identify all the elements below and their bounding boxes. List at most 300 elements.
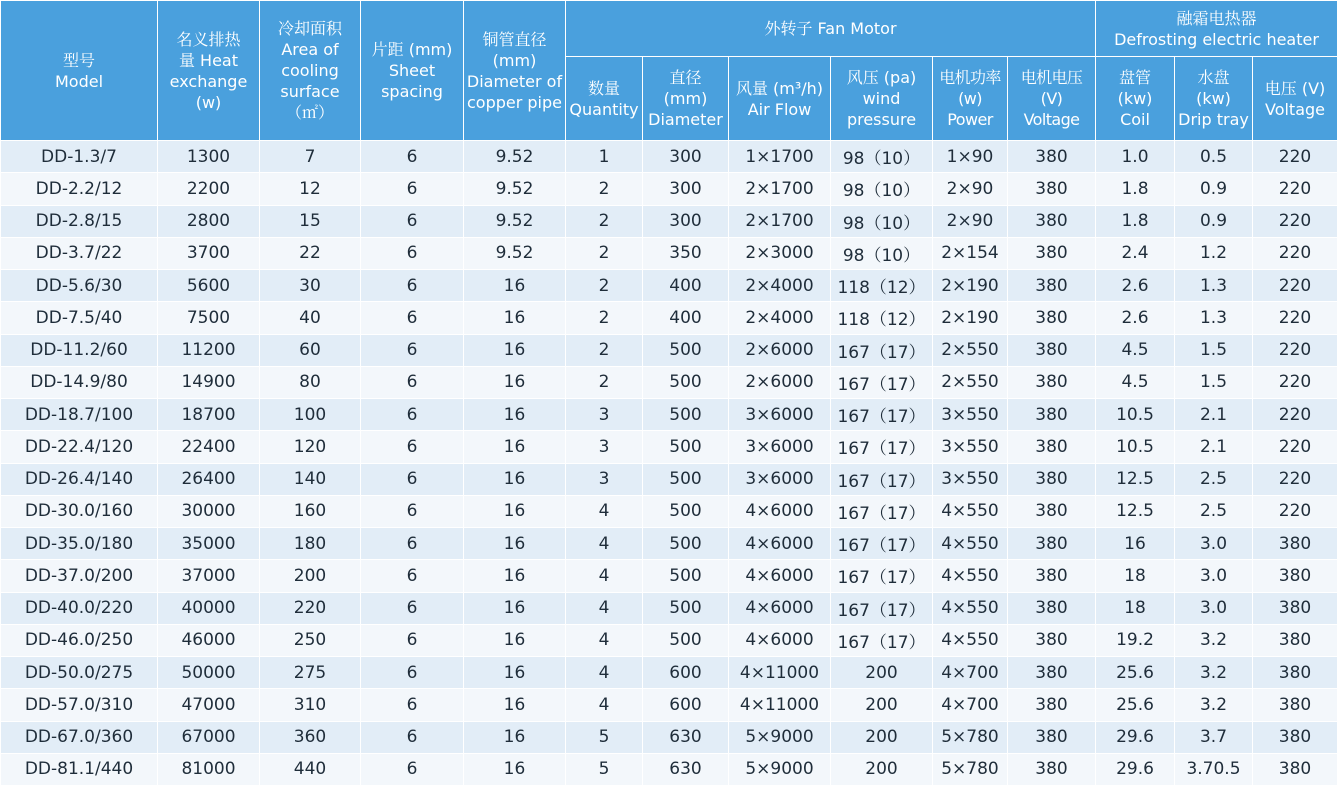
cell-heat-exchange: 2800: [158, 205, 260, 237]
cell-sheet-spacing: 6: [361, 495, 464, 527]
cell-sheet-spacing: 6: [361, 237, 464, 269]
cell-defrost-coil: 10.5: [1096, 399, 1175, 431]
cell-fan-airflow: 3×6000: [729, 431, 831, 463]
cell-fan-quantity: 4: [566, 689, 643, 721]
cell-fan-voltage: 380: [1008, 528, 1096, 560]
cell-fan-quantity: 1: [566, 141, 643, 173]
cell-defrost-coil: 18: [1096, 560, 1175, 592]
cell-defrost-drip-tray: 2.5: [1175, 495, 1253, 527]
cell-fan-quantity: 2: [566, 205, 643, 237]
cell-fan-diameter: 500: [643, 366, 729, 398]
cell-defrost-drip-tray: 0.9: [1175, 205, 1253, 237]
cell-defrost-drip-tray: 1.2: [1175, 237, 1253, 269]
cell-model: DD-11.2/60: [1, 334, 158, 366]
cell-cooling-area: 22: [260, 237, 361, 269]
cell-heat-exchange: 81000: [158, 753, 260, 785]
cell-fan-pressure: 167（17）: [831, 334, 933, 366]
cell-fan-power: 3×550: [933, 463, 1008, 495]
table-row: [1, 431, 1337, 463]
cell-cooling-area: 440: [260, 753, 361, 785]
cell-defrost-drip-tray: 2.1: [1175, 399, 1253, 431]
table-row: [1, 721, 1337, 753]
table-row: [1, 237, 1337, 269]
cell-sheet-spacing: 6: [361, 463, 464, 495]
cell-fan-pressure: 167（17）: [831, 431, 933, 463]
cell-model: DD-18.7/100: [1, 399, 158, 431]
cell-model: DD-2.8/15: [1, 205, 158, 237]
cell-sheet-spacing: 6: [361, 431, 464, 463]
cell-fan-voltage: 380: [1008, 141, 1096, 173]
table-row: [1, 689, 1337, 721]
table-row: [1, 302, 1337, 334]
cell-fan-voltage: 380: [1008, 205, 1096, 237]
cell-defrost-drip-tray: 3.2: [1175, 624, 1253, 656]
cell-defrost-drip-tray: 1.3: [1175, 270, 1253, 302]
table-row: [1, 463, 1337, 495]
cell-fan-pressure: 167（17）: [831, 592, 933, 624]
cell-fan-power: 2×90: [933, 205, 1008, 237]
cell-cooling-area: 250: [260, 624, 361, 656]
cell-fan-quantity: 5: [566, 721, 643, 753]
header-defrost-coil: 盘管 (kw) Coil: [1096, 57, 1175, 141]
cell-fan-power: 2×550: [933, 366, 1008, 398]
cell-defrost-coil: 25.6: [1096, 689, 1175, 721]
cell-sheet-spacing: 6: [361, 270, 464, 302]
cell-fan-voltage: 380: [1008, 366, 1096, 398]
cell-fan-diameter: 300: [643, 205, 729, 237]
cell-defrost-drip-tray: 3.2: [1175, 657, 1253, 689]
cell-fan-pressure: 200: [831, 689, 933, 721]
cell-cooling-area: 220: [260, 592, 361, 624]
header-defrost-group: 融霜电热器 Defrosting electric heater: [1096, 1, 1337, 57]
cell-defrost-coil: 1.8: [1096, 173, 1175, 205]
cell-defrost-voltage: 380: [1253, 624, 1337, 656]
cell-model: DD-7.5/40: [1, 302, 158, 334]
cell-pipe-diameter: 16: [464, 431, 566, 463]
cell-fan-voltage: 380: [1008, 689, 1096, 721]
cell-defrost-coil: 29.6: [1096, 753, 1175, 785]
cell-fan-diameter: 500: [643, 560, 729, 592]
cell-heat-exchange: 47000: [158, 689, 260, 721]
cell-pipe-diameter: 16: [464, 528, 566, 560]
cell-sheet-spacing: 6: [361, 334, 464, 366]
header-defrost-voltage: 电压 (V) Voltage: [1253, 57, 1337, 141]
cell-fan-voltage: 380: [1008, 334, 1096, 366]
table-row: [1, 753, 1337, 785]
cell-fan-airflow: 4×6000: [729, 528, 831, 560]
cell-sheet-spacing: 6: [361, 399, 464, 431]
cell-defrost-drip-tray: 2.5: [1175, 463, 1253, 495]
cell-defrost-coil: 1.0: [1096, 141, 1175, 173]
cell-cooling-area: 275: [260, 657, 361, 689]
cell-fan-voltage: 380: [1008, 592, 1096, 624]
cell-defrost-drip-tray: 3.7: [1175, 721, 1253, 753]
cell-pipe-diameter: 16: [464, 560, 566, 592]
cell-cooling-area: 60: [260, 334, 361, 366]
cell-defrost-drip-tray: 3.0: [1175, 592, 1253, 624]
cell-defrost-voltage: 220: [1253, 237, 1337, 269]
cell-pipe-diameter: 16: [464, 753, 566, 785]
cell-heat-exchange: 46000: [158, 624, 260, 656]
cell-pipe-diameter: 16: [464, 366, 566, 398]
header-sheet-spacing: 片距 (mm) Sheet spacing: [361, 1, 464, 141]
cell-defrost-drip-tray: 1.5: [1175, 334, 1253, 366]
cell-defrost-drip-tray: 0.9: [1175, 173, 1253, 205]
cell-fan-power: 2×190: [933, 302, 1008, 334]
table-row: [1, 205, 1337, 237]
cell-sheet-spacing: 6: [361, 173, 464, 205]
cell-defrost-voltage: 220: [1253, 205, 1337, 237]
cell-defrost-drip-tray: 1.3: [1175, 302, 1253, 334]
cell-fan-pressure: 200: [831, 721, 933, 753]
cell-fan-quantity: 3: [566, 431, 643, 463]
header-cooling-area: 冷却面积 Area of cooling surface（㎡）: [260, 1, 361, 141]
cell-defrost-voltage: 380: [1253, 753, 1337, 785]
cell-fan-diameter: 600: [643, 689, 729, 721]
cell-fan-pressure: 98（10）: [831, 173, 933, 205]
cell-fan-diameter: 400: [643, 302, 729, 334]
cell-fan-airflow: 2×1700: [729, 205, 831, 237]
cell-model: DD-30.0/160: [1, 495, 158, 527]
cell-heat-exchange: 26400: [158, 463, 260, 495]
cell-fan-power: 4×550: [933, 592, 1008, 624]
cell-heat-exchange: 40000: [158, 592, 260, 624]
cell-fan-airflow: 4×6000: [729, 624, 831, 656]
table-row: [1, 560, 1337, 592]
cell-defrost-coil: 12.5: [1096, 495, 1175, 527]
cell-fan-airflow: 5×9000: [729, 721, 831, 753]
cell-sheet-spacing: 6: [361, 721, 464, 753]
cell-fan-diameter: 500: [643, 592, 729, 624]
cell-fan-voltage: 380: [1008, 753, 1096, 785]
cell-fan-voltage: 380: [1008, 399, 1096, 431]
cell-fan-airflow: 4×6000: [729, 560, 831, 592]
cell-model: DD-5.6/30: [1, 270, 158, 302]
cell-fan-airflow: 5×9000: [729, 753, 831, 785]
table-row: [1, 334, 1337, 366]
cell-fan-power: 2×154: [933, 237, 1008, 269]
header-fan-diameter: 直径 (mm) Diameter: [643, 57, 729, 141]
cell-sheet-spacing: 6: [361, 560, 464, 592]
cell-defrost-coil: 16: [1096, 528, 1175, 560]
cell-fan-voltage: 380: [1008, 302, 1096, 334]
cell-defrost-voltage: 220: [1253, 173, 1337, 205]
cell-fan-power: 4×550: [933, 624, 1008, 656]
cell-sheet-spacing: 6: [361, 689, 464, 721]
cell-fan-voltage: 380: [1008, 657, 1096, 689]
cell-fan-power: 2×190: [933, 270, 1008, 302]
cell-fan-voltage: 380: [1008, 173, 1096, 205]
cell-fan-diameter: 500: [643, 495, 729, 527]
cell-heat-exchange: 37000: [158, 560, 260, 592]
cell-cooling-area: 180: [260, 528, 361, 560]
table-row: [1, 528, 1337, 560]
cell-fan-voltage: 380: [1008, 431, 1096, 463]
cell-fan-power: 4×550: [933, 495, 1008, 527]
cell-fan-airflow: 2×3000: [729, 237, 831, 269]
cell-fan-airflow: 4×6000: [729, 495, 831, 527]
cell-model: DD-37.0/200: [1, 560, 158, 592]
cell-fan-airflow: 2×1700: [729, 173, 831, 205]
cell-fan-diameter: 350: [643, 237, 729, 269]
cell-fan-quantity: 5: [566, 753, 643, 785]
cell-fan-quantity: 4: [566, 624, 643, 656]
cell-fan-pressure: 167（17）: [831, 399, 933, 431]
table-row: [1, 366, 1337, 398]
cell-fan-power: 4×550: [933, 528, 1008, 560]
cell-fan-power: 4×700: [933, 657, 1008, 689]
cell-heat-exchange: 30000: [158, 495, 260, 527]
cell-fan-quantity: 2: [566, 237, 643, 269]
cell-fan-voltage: 380: [1008, 721, 1096, 753]
cell-fan-power: 2×550: [933, 334, 1008, 366]
cell-pipe-diameter: 16: [464, 495, 566, 527]
cell-heat-exchange: 18700: [158, 399, 260, 431]
header-heat-exchange: 名义排热 量 Heat exchange (w): [158, 1, 260, 141]
cell-fan-pressure: 167（17）: [831, 528, 933, 560]
table-row: [1, 495, 1337, 527]
header-fan-power: 电机功率 (w) Power: [933, 57, 1008, 141]
cell-pipe-diameter: 16: [464, 302, 566, 334]
cell-fan-pressure: 167（17）: [831, 366, 933, 398]
cell-model: DD-50.0/275: [1, 657, 158, 689]
cell-defrost-drip-tray: 3.70.5: [1175, 753, 1253, 785]
cell-defrost-coil: 19.2: [1096, 624, 1175, 656]
cell-defrost-voltage: 380: [1253, 560, 1337, 592]
cell-fan-voltage: 380: [1008, 495, 1096, 527]
table-row: [1, 592, 1337, 624]
cell-heat-exchange: 22400: [158, 431, 260, 463]
table-row: [1, 657, 1337, 689]
table-row: [1, 624, 1337, 656]
cell-fan-diameter: 630: [643, 721, 729, 753]
cell-model: DD-3.7/22: [1, 237, 158, 269]
cell-fan-diameter: 500: [643, 334, 729, 366]
cell-sheet-spacing: 6: [361, 205, 464, 237]
cell-cooling-area: 160: [260, 495, 361, 527]
cell-cooling-area: 140: [260, 463, 361, 495]
table-body: [1, 141, 1337, 786]
cell-sheet-spacing: 6: [361, 141, 464, 173]
cell-pipe-diameter: 16: [464, 463, 566, 495]
cell-pipe-diameter: 9.52: [464, 173, 566, 205]
cell-heat-exchange: 11200: [158, 334, 260, 366]
cell-fan-quantity: 4: [566, 495, 643, 527]
cell-fan-airflow: 4×11000: [729, 689, 831, 721]
cell-cooling-area: 15: [260, 205, 361, 237]
cell-fan-quantity: 4: [566, 560, 643, 592]
cell-fan-quantity: 2: [566, 270, 643, 302]
cell-fan-airflow: 3×6000: [729, 463, 831, 495]
cell-model: DD-14.9/80: [1, 366, 158, 398]
cell-heat-exchange: 7500: [158, 302, 260, 334]
cell-fan-pressure: 167（17）: [831, 495, 933, 527]
cell-defrost-voltage: 220: [1253, 463, 1337, 495]
table-row: [1, 173, 1337, 205]
table-row: [1, 141, 1337, 173]
cell-heat-exchange: 3700: [158, 237, 260, 269]
cell-model: DD-26.4/140: [1, 463, 158, 495]
cell-fan-voltage: 380: [1008, 624, 1096, 656]
cell-fan-pressure: 118（12）: [831, 302, 933, 334]
cell-defrost-voltage: 380: [1253, 721, 1337, 753]
cell-model: DD-57.0/310: [1, 689, 158, 721]
cell-fan-quantity: 2: [566, 302, 643, 334]
cell-fan-power: 4×550: [933, 560, 1008, 592]
cell-pipe-diameter: 16: [464, 334, 566, 366]
cell-sheet-spacing: 6: [361, 624, 464, 656]
cell-fan-pressure: 167（17）: [831, 624, 933, 656]
cell-fan-voltage: 380: [1008, 270, 1096, 302]
cell-defrost-voltage: 220: [1253, 302, 1337, 334]
cell-cooling-area: 200: [260, 560, 361, 592]
cell-fan-pressure: 98（10）: [831, 205, 933, 237]
cell-fan-power: 5×780: [933, 753, 1008, 785]
cell-fan-airflow: 2×4000: [729, 302, 831, 334]
cell-model: DD-81.1/440: [1, 753, 158, 785]
cell-cooling-area: 12: [260, 173, 361, 205]
cell-defrost-voltage: 220: [1253, 495, 1337, 527]
cell-fan-power: 2×90: [933, 173, 1008, 205]
cell-defrost-coil: 2.4: [1096, 237, 1175, 269]
cell-defrost-drip-tray: 0.5: [1175, 141, 1253, 173]
cell-fan-airflow: 2×4000: [729, 270, 831, 302]
cell-cooling-area: 360: [260, 721, 361, 753]
cell-defrost-coil: 18: [1096, 592, 1175, 624]
cell-defrost-voltage: 220: [1253, 366, 1337, 398]
cell-fan-airflow: 2×6000: [729, 334, 831, 366]
cell-defrost-coil: 25.6: [1096, 657, 1175, 689]
cell-fan-quantity: 3: [566, 463, 643, 495]
cell-heat-exchange: 1300: [158, 141, 260, 173]
cell-defrost-voltage: 220: [1253, 334, 1337, 366]
cell-defrost-coil: 10.5: [1096, 431, 1175, 463]
cell-sheet-spacing: 6: [361, 657, 464, 689]
cell-pipe-diameter: 9.52: [464, 237, 566, 269]
cell-defrost-coil: 4.5: [1096, 366, 1175, 398]
cell-fan-power: 3×550: [933, 431, 1008, 463]
table-header: [1, 1, 1337, 141]
cell-fan-voltage: 380: [1008, 463, 1096, 495]
cell-defrost-voltage: 380: [1253, 657, 1337, 689]
cell-defrost-coil: 29.6: [1096, 721, 1175, 753]
cell-defrost-drip-tray: 1.5: [1175, 366, 1253, 398]
cell-pipe-diameter: 16: [464, 399, 566, 431]
cell-fan-diameter: 500: [643, 624, 729, 656]
cell-fan-quantity: 4: [566, 657, 643, 689]
table-row: [1, 399, 1337, 431]
cell-fan-quantity: 2: [566, 334, 643, 366]
cell-fan-power: 3×550: [933, 399, 1008, 431]
cell-cooling-area: 7: [260, 141, 361, 173]
cell-sheet-spacing: 6: [361, 753, 464, 785]
cell-sheet-spacing: 6: [361, 302, 464, 334]
cell-heat-exchange: 67000: [158, 721, 260, 753]
cell-fan-power: 4×700: [933, 689, 1008, 721]
cell-defrost-voltage: 220: [1253, 270, 1337, 302]
header-fan-pressure: 风压 (pa) wind pressure: [831, 57, 933, 141]
table-row: [1, 270, 1337, 302]
cell-fan-airflow: 4×6000: [729, 592, 831, 624]
cell-fan-diameter: 400: [643, 270, 729, 302]
cell-defrost-coil: 12.5: [1096, 463, 1175, 495]
cell-cooling-area: 80: [260, 366, 361, 398]
cell-cooling-area: 120: [260, 431, 361, 463]
cell-model: DD-67.0/360: [1, 721, 158, 753]
cell-pipe-diameter: 16: [464, 624, 566, 656]
header-model: 型号 Model: [1, 1, 158, 141]
cell-cooling-area: 40: [260, 302, 361, 334]
cell-model: DD-40.0/220: [1, 592, 158, 624]
cell-heat-exchange: 2200: [158, 173, 260, 205]
cell-fan-quantity: 4: [566, 592, 643, 624]
cell-fan-pressure: 167（17）: [831, 560, 933, 592]
cell-fan-diameter: 500: [643, 463, 729, 495]
cell-fan-diameter: 300: [643, 173, 729, 205]
cell-pipe-diameter: 9.52: [464, 205, 566, 237]
cell-defrost-drip-tray: 3.2: [1175, 689, 1253, 721]
cell-defrost-coil: 2.6: [1096, 270, 1175, 302]
cell-model: DD-1.3/7: [1, 141, 158, 173]
cell-fan-airflow: 3×6000: [729, 399, 831, 431]
cell-pipe-diameter: 16: [464, 657, 566, 689]
header-fan-quantity: 数量 Quantity: [566, 57, 643, 141]
header-pipe-diameter: 铜管直径 (mm) Diameter of copper pipe: [464, 1, 566, 141]
cell-pipe-diameter: 9.52: [464, 141, 566, 173]
cell-defrost-coil: 1.8: [1096, 205, 1175, 237]
cell-fan-diameter: 500: [643, 399, 729, 431]
cell-fan-pressure: 200: [831, 753, 933, 785]
cell-fan-diameter: 300: [643, 141, 729, 173]
cell-sheet-spacing: 6: [361, 592, 464, 624]
cell-fan-quantity: 3: [566, 399, 643, 431]
cell-fan-quantity: 2: [566, 173, 643, 205]
cell-fan-pressure: 118（12）: [831, 270, 933, 302]
cell-fan-pressure: 98（10）: [831, 141, 933, 173]
cell-defrost-voltage: 380: [1253, 528, 1337, 560]
cell-defrost-voltage: 220: [1253, 399, 1337, 431]
header-fan-airflow: 风量 (m³/h) Air Flow: [729, 57, 831, 141]
cell-fan-pressure: 200: [831, 657, 933, 689]
cell-defrost-drip-tray: 3.0: [1175, 560, 1253, 592]
cell-fan-diameter: 630: [643, 753, 729, 785]
cell-defrost-voltage: 380: [1253, 689, 1337, 721]
cell-fan-voltage: 380: [1008, 560, 1096, 592]
cell-fan-power: 5×780: [933, 721, 1008, 753]
cell-defrost-drip-tray: 3.0: [1175, 528, 1253, 560]
cell-defrost-coil: 4.5: [1096, 334, 1175, 366]
cell-heat-exchange: 35000: [158, 528, 260, 560]
cell-defrost-voltage: 220: [1253, 141, 1337, 173]
header-fan-motor-group: 外转子 Fan Motor: [566, 1, 1096, 57]
cell-fan-quantity: 4: [566, 528, 643, 560]
cell-model: DD-46.0/250: [1, 624, 158, 656]
cell-sheet-spacing: 6: [361, 528, 464, 560]
cell-fan-diameter: 600: [643, 657, 729, 689]
cell-cooling-area: 100: [260, 399, 361, 431]
header-fan-voltage: 电机电压 (V) Voltage: [1008, 57, 1096, 141]
cell-fan-diameter: 500: [643, 528, 729, 560]
cell-fan-power: 1×90: [933, 141, 1008, 173]
cell-fan-pressure: 167（17）: [831, 463, 933, 495]
cell-fan-airflow: 2×6000: [729, 366, 831, 398]
cell-defrost-coil: 2.6: [1096, 302, 1175, 334]
cell-fan-diameter: 500: [643, 431, 729, 463]
header-defrost-drip-tray: 水盘 (kw) Drip tray: [1175, 57, 1253, 141]
cell-heat-exchange: 5600: [158, 270, 260, 302]
cell-cooling-area: 30: [260, 270, 361, 302]
cell-pipe-diameter: 16: [464, 270, 566, 302]
